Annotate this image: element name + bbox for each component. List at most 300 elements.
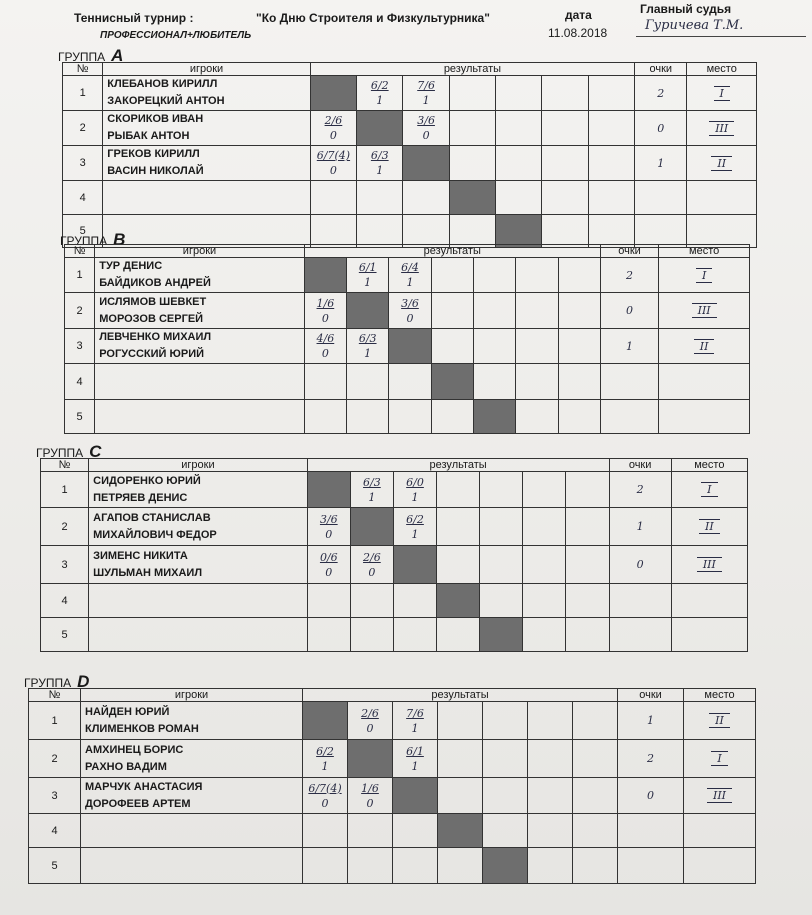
player-1-name: ИСЛЯМОВ ШЕВКЕТ (99, 295, 207, 308)
result-cell (307, 584, 350, 618)
player-1-name: АМХИНЕЦ БОРИС (85, 743, 184, 756)
player-row (29, 814, 756, 848)
result-cell (573, 848, 618, 884)
judge-signature-line (636, 36, 806, 37)
player-row (65, 293, 750, 329)
diagonal-shaded-cell (350, 508, 393, 546)
place-roman-numeral: I (711, 751, 727, 766)
result-cell (558, 293, 600, 329)
result-cell (357, 181, 403, 215)
result-cell (348, 778, 393, 814)
players-cell (103, 111, 310, 146)
player-row (41, 508, 748, 546)
points-cell: 2 (600, 258, 658, 293)
result-cell (437, 546, 480, 584)
player-2-name: БАЙДИКОВ АНДРЕЙ (99, 277, 211, 289)
players-cell (103, 181, 310, 215)
result-cell (523, 508, 566, 546)
result-cell (588, 181, 634, 215)
result-cell (438, 740, 483, 778)
result-cell (528, 702, 573, 740)
diagonal-shaded-cell (303, 702, 348, 740)
points-cell (609, 584, 671, 618)
result-cell (347, 364, 389, 400)
col-results-header: результаты (307, 459, 609, 472)
player-row (63, 146, 757, 181)
col-points-header: очки (600, 245, 658, 258)
points-cell: 0 (600, 293, 658, 329)
result-cell (348, 848, 393, 884)
result-cell (350, 472, 393, 508)
set-score: 2/6 (361, 706, 379, 720)
place-roman-numeral: II (709, 713, 730, 728)
place-roman-numeral: II (699, 519, 720, 534)
judge-name: Гуричева Т.М. (645, 18, 744, 33)
points-cell: 1 (618, 702, 684, 740)
row-number: 4 (41, 584, 89, 618)
player-1-name: МАРЧУК АНАСТАСИЯ (85, 780, 203, 793)
col-results-header: результаты (310, 63, 634, 76)
row-number: 3 (63, 146, 103, 181)
match-win-flag: 0 (406, 311, 414, 325)
set-score: 6/1 (406, 744, 424, 758)
players-cell (81, 778, 303, 814)
result-cell (357, 215, 403, 248)
result-cell (304, 400, 346, 434)
place-cell (659, 258, 750, 293)
match-win-flag: 1 (422, 94, 430, 107)
diagonal-shaded-cell (403, 146, 449, 181)
set-score: 2/6 (324, 114, 343, 127)
result-cell (516, 364, 558, 400)
result-cell (483, 702, 528, 740)
result-cell (438, 702, 483, 740)
col-place-header: место (687, 63, 757, 76)
set-score: 3/6 (401, 296, 419, 310)
set-score: 0/6 (319, 550, 338, 564)
result-cell (496, 181, 542, 215)
player-row (65, 329, 750, 364)
result-cell (347, 329, 389, 364)
col-points-header: очки (609, 459, 671, 472)
result-cell (523, 584, 566, 618)
tournament-name: "Ко Дню Строителя и Физкультурника" (256, 11, 490, 25)
result-cell (523, 618, 566, 652)
result-cell (473, 258, 515, 293)
result-cell (393, 472, 436, 508)
players-cell (103, 215, 310, 248)
diagonal-shaded-cell (431, 364, 473, 400)
match-win-flag: 0 (368, 565, 376, 579)
result-cell (483, 778, 528, 814)
result-cell (496, 111, 542, 146)
place-cell (687, 181, 757, 215)
diagonal-shaded-cell (496, 215, 542, 248)
match-win-flag: 1 (376, 94, 384, 107)
date-label: дата (565, 8, 592, 22)
match-win-flag: 1 (411, 721, 419, 735)
result-cell (516, 293, 558, 329)
match-win-flag: 0 (366, 796, 374, 810)
match-win-flag: 0 (321, 311, 329, 325)
col-players-header: игроки (103, 63, 310, 76)
result-cell (542, 181, 588, 215)
group-letter: A (111, 46, 124, 65)
result-cell (528, 814, 573, 848)
result-cell (310, 146, 356, 181)
group-table (28, 688, 756, 884)
players-cell (103, 76, 310, 111)
result-cell (496, 146, 542, 181)
place-cell (684, 778, 756, 814)
row-number: 5 (41, 618, 89, 652)
set-score: 1/6 (361, 781, 379, 795)
player-row (63, 181, 757, 215)
points-cell (635, 215, 687, 248)
points-cell (635, 181, 687, 215)
player-row (65, 258, 750, 293)
player-2-name: ВАСИН НИКОЛАЙ (107, 165, 204, 177)
players-cell (81, 740, 303, 778)
place-roman-numeral: II (711, 156, 732, 171)
place-cell (684, 814, 756, 848)
result-cell (310, 181, 356, 215)
match-win-flag: 1 (376, 164, 384, 177)
result-cell (431, 329, 473, 364)
col-num-header: № (41, 459, 89, 472)
place-cell (671, 584, 747, 618)
set-score: 6/3 (363, 475, 381, 489)
result-cell (389, 364, 431, 400)
set-score: 6/0 (406, 475, 424, 489)
players-cell (95, 293, 305, 329)
player-2-name: МИХАЙЛОВИЧ ФЕДОР (93, 528, 217, 541)
result-cell (449, 215, 495, 248)
row-number: 2 (29, 740, 81, 778)
players-cell (89, 546, 308, 584)
result-cell (558, 364, 600, 400)
result-cell (566, 508, 609, 546)
result-cell (437, 508, 480, 546)
place-cell (684, 740, 756, 778)
player-1-name: ЛЕВЧЕНКО МИХАИЛ (99, 331, 212, 343)
player-2-name: РОГУССКИЙ ЮРИЙ (99, 348, 205, 360)
set-score: 3/6 (319, 512, 338, 526)
place-cell (671, 618, 747, 652)
points-cell: 2 (618, 740, 684, 778)
result-cell (588, 215, 634, 248)
result-cell (403, 76, 449, 111)
result-cell (431, 400, 473, 434)
player-row (65, 364, 750, 400)
result-cell (523, 472, 566, 508)
result-cell (389, 293, 431, 329)
diagonal-shaded-cell (480, 618, 523, 652)
tournament-label: Теннисный турнир : (74, 11, 194, 25)
place-cell (687, 215, 757, 248)
row-number: 4 (63, 181, 103, 215)
result-cell (542, 111, 588, 146)
players-cell (103, 146, 310, 181)
diagonal-shaded-cell (473, 400, 515, 434)
diagonal-shaded-cell (304, 258, 346, 293)
result-cell (573, 814, 618, 848)
diagonal-shaded-cell (393, 778, 438, 814)
place-cell (687, 76, 757, 111)
match-win-flag: 1 (411, 490, 419, 504)
place-cell (659, 329, 750, 364)
result-cell (516, 258, 558, 293)
result-cell (558, 258, 600, 293)
col-place-header: место (684, 689, 756, 702)
set-score: 6/4 (401, 261, 419, 274)
points-cell: 2 (635, 76, 687, 111)
col-points-header: очки (635, 63, 687, 76)
place-cell (671, 546, 747, 584)
player-2-name: МОРОЗОВ СЕРГЕЙ (99, 312, 204, 325)
group-word: ГРУППА (58, 50, 106, 64)
diagonal-shaded-cell (449, 181, 495, 215)
result-cell (438, 848, 483, 884)
player-2-name: КЛИМЕНКОВ РОМАН (85, 722, 199, 735)
group-word: ГРУППА (60, 234, 108, 248)
player-1-name: СИДОРЕНКО ЮРИЙ (93, 474, 201, 487)
result-cell (566, 584, 609, 618)
points-cell: 0 (618, 778, 684, 814)
result-cell (528, 740, 573, 778)
match-win-flag: 0 (325, 527, 333, 541)
result-cell (310, 215, 356, 248)
player-row (41, 546, 748, 584)
diagonal-shaded-cell (310, 76, 356, 111)
points-cell: 0 (635, 111, 687, 146)
result-cell (528, 778, 573, 814)
place-cell (659, 293, 750, 329)
result-cell (403, 215, 449, 248)
players-cell (95, 329, 305, 364)
match-win-flag: 0 (325, 565, 333, 579)
col-place-header: место (671, 459, 747, 472)
result-cell (393, 702, 438, 740)
result-cell (431, 258, 473, 293)
place-roman-numeral: I (696, 268, 712, 283)
result-cell (573, 778, 618, 814)
result-cell (347, 400, 389, 434)
result-cell (573, 740, 618, 778)
set-score: 7/6 (406, 706, 424, 720)
result-cell (389, 258, 431, 293)
result-cell (566, 546, 609, 584)
group-table (40, 458, 748, 652)
player-1-name: КЛЕБАНОВ КИРИЛЛ (107, 78, 218, 90)
result-cell (303, 848, 348, 884)
set-score: 2/6 (363, 550, 381, 564)
set-score: 6/2 (370, 79, 389, 92)
result-cell (389, 400, 431, 434)
place-roman-numeral: III (707, 788, 732, 803)
place-roman-numeral: I (701, 482, 717, 497)
player-2-name: ЗАКОРЕЦКИЙ АНТОН (107, 95, 225, 107)
result-cell (558, 329, 600, 364)
group-word: ГРУППА (36, 446, 84, 460)
result-cell (310, 111, 356, 146)
result-cell (403, 181, 449, 215)
player-2-name: РЫБАК АНТОН (107, 130, 190, 142)
player-row (63, 111, 757, 146)
points-cell (600, 400, 658, 434)
row-number: 1 (63, 76, 103, 111)
result-cell (357, 76, 403, 111)
result-cell (393, 814, 438, 848)
match-win-flag: 0 (329, 164, 337, 177)
result-cell (403, 111, 449, 146)
judge-label: Главный судья (640, 2, 732, 16)
players-cell (89, 508, 308, 546)
result-cell (348, 814, 393, 848)
diagonal-shaded-cell (483, 848, 528, 884)
set-score: 1/6 (316, 296, 335, 310)
place-cell (687, 111, 757, 146)
player-2-name: ДОРОФЕЕВ АРТЕМ (85, 797, 191, 810)
col-points-header: очки (618, 689, 684, 702)
result-cell (542, 76, 588, 111)
points-cell: 1 (600, 329, 658, 364)
set-score: 6/3 (358, 332, 377, 345)
player-1-name: АГАПОВ СТАНИСЛАВ (93, 511, 211, 524)
set-score: 6/7(4) (316, 149, 351, 162)
player-row (41, 584, 748, 618)
player-row (41, 618, 748, 652)
set-score: 6/1 (358, 261, 377, 274)
diagonal-shaded-cell (307, 472, 350, 508)
players-cell (89, 584, 308, 618)
player-2-name: РАХНО ВАДИМ (85, 760, 167, 773)
diagonal-shaded-cell (348, 740, 393, 778)
players-cell (81, 702, 303, 740)
result-cell (393, 618, 436, 652)
diagonal-shaded-cell (389, 329, 431, 364)
result-cell (303, 778, 348, 814)
player-1-name: СКОРИКОВ ИВАН (107, 113, 204, 125)
points-cell (618, 814, 684, 848)
result-cell (437, 472, 480, 508)
result-cell (438, 778, 483, 814)
result-cell (516, 400, 558, 434)
place-cell (684, 848, 756, 884)
player-1-name: НАЙДЕН ЮРИЙ (85, 705, 170, 718)
result-cell (523, 546, 566, 584)
row-number: 4 (65, 364, 95, 400)
row-number: 2 (41, 508, 89, 546)
players-cell (81, 848, 303, 884)
result-cell (303, 814, 348, 848)
col-players-header: игроки (89, 459, 308, 472)
place-roman-numeral: I (714, 86, 730, 101)
row-number: 2 (65, 293, 95, 329)
set-score: 6/2 (316, 744, 334, 758)
result-cell (588, 76, 634, 111)
result-cell (558, 400, 600, 434)
result-cell (449, 76, 495, 111)
player-row (29, 702, 756, 740)
result-cell (588, 146, 634, 181)
result-cell (357, 146, 403, 181)
place-roman-numeral: III (709, 121, 734, 136)
result-cell (437, 618, 480, 652)
place-roman-numeral: III (697, 557, 722, 572)
col-place-header: место (659, 245, 750, 258)
row-number: 3 (65, 329, 95, 364)
result-cell (307, 546, 350, 584)
diagonal-shaded-cell (438, 814, 483, 848)
result-cell (347, 258, 389, 293)
result-cell (528, 848, 573, 884)
result-cell (542, 215, 588, 248)
result-cell (483, 740, 528, 778)
match-win-flag: 1 (411, 527, 419, 541)
place-cell (671, 508, 747, 546)
result-cell (473, 364, 515, 400)
result-cell (449, 146, 495, 181)
result-cell (350, 618, 393, 652)
players-cell (89, 618, 308, 652)
result-cell (496, 76, 542, 111)
points-cell: 1 (635, 146, 687, 181)
diagonal-shaded-cell (437, 584, 480, 618)
result-cell (304, 329, 346, 364)
row-number: 5 (29, 848, 81, 884)
row-number: 2 (63, 111, 103, 146)
result-cell (393, 740, 438, 778)
player-row (65, 400, 750, 434)
result-cell (480, 546, 523, 584)
set-score: 6/7(4) (308, 781, 342, 795)
player-2-name: ПЕТРЯЕВ ДЕНИС (93, 491, 188, 504)
col-players-header: игроки (95, 245, 305, 258)
row-number: 4 (29, 814, 81, 848)
player-row (41, 472, 748, 508)
place-cell (687, 146, 757, 181)
result-cell (393, 508, 436, 546)
group-table (62, 62, 757, 248)
col-results-header: результаты (304, 245, 600, 258)
date-value: 11.08.2018 (548, 26, 608, 40)
set-score: 4/6 (316, 332, 335, 345)
place-roman-numeral: II (694, 339, 715, 354)
row-number: 3 (29, 778, 81, 814)
diagonal-shaded-cell (393, 546, 436, 584)
group-letter: B (113, 230, 126, 249)
player-2-name: ШУЛЬМАН МИХАИЛ (93, 566, 203, 579)
result-cell (480, 472, 523, 508)
match-win-flag: 0 (329, 129, 337, 142)
col-num-header: № (29, 689, 81, 702)
diagonal-shaded-cell (347, 293, 389, 329)
players-cell (89, 472, 308, 508)
match-win-flag: 1 (411, 759, 419, 773)
row-number: 1 (65, 258, 95, 293)
category: ПРОФЕССИОНАЛ+ЛЮБИТЕЛЬ (100, 30, 252, 41)
result-cell (304, 364, 346, 400)
player-1-name: ГРЕКОВ КИРИЛЛ (107, 148, 200, 160)
match-win-flag: 1 (364, 276, 372, 289)
match-win-flag: 0 (321, 347, 329, 360)
match-win-flag: 1 (368, 490, 376, 504)
result-cell (566, 472, 609, 508)
match-win-flag: 0 (422, 129, 430, 142)
group-letter: D (77, 672, 90, 691)
points-cell (600, 364, 658, 400)
